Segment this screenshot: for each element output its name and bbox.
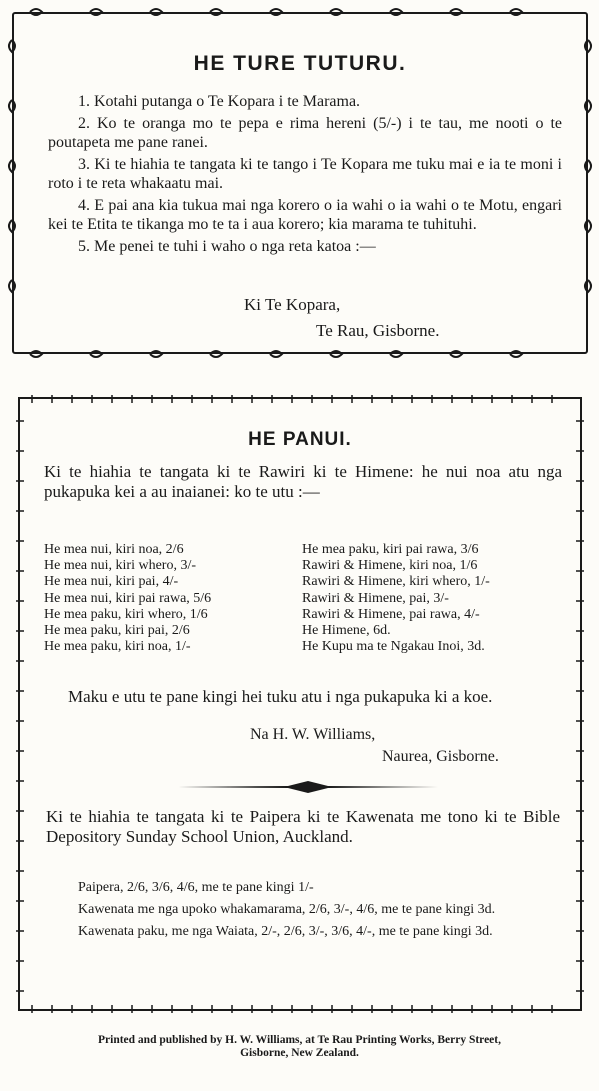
price-item: He mea nui, kiri noa, 2/6 (44, 542, 184, 557)
bible-notice: Ki te hiahia te tangata ki te Paipera ki te Kawenata me tono ki te Bible Depository Sunday School Union, Auckland. (46, 807, 560, 846)
price-item: He mea nui, kiri pai, 4/- (44, 574, 179, 590)
address-line: Ki Te Kopara, (244, 295, 341, 314)
signature-block (250, 724, 499, 768)
price-item: Rawiri & Himene, kiri whero, 1/- (302, 574, 490, 590)
bible-price-lines (54, 879, 560, 945)
rules-list (48, 92, 562, 259)
price-item: Rawiri & Himene, pai, 3/- (302, 590, 449, 606)
rule-item: 2. Ko te oranga mo te pepa e rima hereni (5/-) i te tau, me nooti o te poutapeta me pane ranei. (48, 115, 562, 151)
imprint-footer (0, 1034, 599, 1060)
address-block (244, 292, 439, 344)
rules-box (12, 12, 588, 354)
rule-item: 1. Kotahi putanga o Te Kopara i te Marama. (78, 93, 361, 110)
notice-intro: Ki te hiahia te tangata ki te Rawiri ki te Himene: he nui noa atu nga pukapuka kei a au inaianei: ko te utu :— (44, 462, 562, 501)
price-item: He mea paku, kiri pai rawa, 3/6 (302, 542, 479, 557)
bible-price-line: Kawenata me nga upoko whakamarama, 2/6, 3/-, 4/6, me te pane kingi 3d. (78, 902, 496, 917)
imprint-line: Gisborne, New Zealand. (240, 1047, 359, 1059)
rule-item: 4. E pai ana kia tukua mai nga korero o ia wahi o ia wahi o te Motu, engari kei te Etita te tikanga mo te ta i aua korero; kia marama te tuhituhi. (48, 197, 562, 233)
address-line: Te Rau, Gisborne. (316, 321, 440, 340)
bible-price-line: Kawenata paku, me nga Waiata, 2/-, 2/6, 3/-, 3/6, 4/-, me te pane kingi 3d. (78, 924, 493, 939)
price-item: He mea paku, kiri whero, 1/6 (44, 606, 208, 622)
postage-note: Maku e utu te pane kingi hei tuku atu i nga pukapuka ki a koe. (68, 687, 493, 706)
rule-item: 3. Ki te hiahia te tangata ki te tango i Te Kopara me tuku mai e ia te moni i roto i te reta whakaatu mai. (48, 156, 562, 192)
price-item: He mea paku, kiri noa, 1/- (44, 639, 191, 655)
price-column-left (44, 542, 211, 655)
signature-place: Naurea, Gisborne. (382, 748, 499, 765)
price-item: He Kupu ma te Ngakau Inoi, 3d. (302, 639, 485, 655)
notice-title: HE PANUI. (248, 429, 352, 450)
bible-price-line: Paipera, 2/6, 3/6, 4/6, me te pane kingi 1/- (78, 880, 314, 895)
price-item: He mea nui, kiri pai rawa, 5/6 (44, 590, 212, 606)
price-column-right (302, 542, 490, 655)
rules-title: HE TURE TUTURU. (193, 52, 407, 75)
price-item: He Himene, 6d. (302, 623, 391, 639)
price-item: He mea paku, kiri pai, 2/6 (44, 623, 190, 639)
price-item: Rawiri & Himene, pai rawa, 4/- (302, 606, 480, 622)
price-item: Rawiri & Himene, kiri noa, 1/6 (302, 558, 478, 574)
price-item: He mea nui, kiri whero, 3/- (44, 558, 197, 574)
signature-name: Na H. W. Williams, (250, 726, 376, 743)
diamond-rule-divider (178, 781, 438, 793)
rule-item: 5. Me penei te tuhi i waho o nga reta katoa :— (78, 238, 376, 255)
imprint-line: Printed and published by H. W. Williams, at Te Rau Printing Works, Berry Street, (98, 1034, 501, 1046)
notice-box (18, 397, 582, 1011)
